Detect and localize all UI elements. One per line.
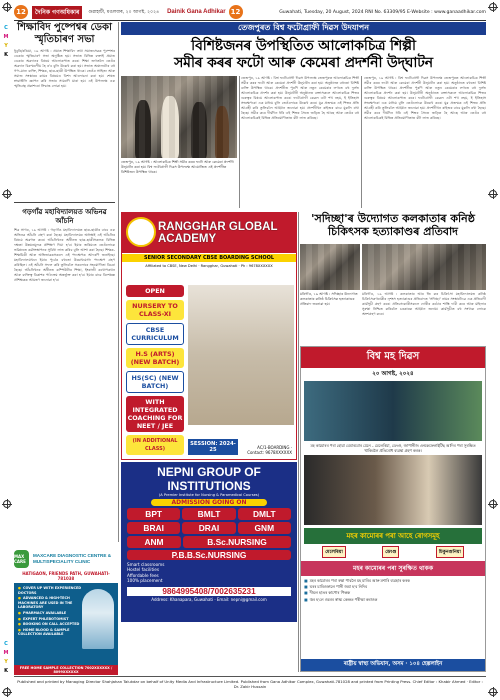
- course-brai: BRAI: [127, 522, 180, 534]
- nepni-course-grid: [127, 508, 291, 534]
- disease-dengue: ডেংগু: [382, 546, 399, 558]
- cmyk-k: K: [4, 52, 8, 58]
- column-rule: [239, 76, 240, 208]
- registration-mark-icon: [3, 190, 11, 198]
- divider: [14, 202, 115, 203]
- academy-banner: [122, 213, 296, 253]
- mosquito-ad-footer: ৰাষ্ট্ৰীয় স্বাস্থ্য অভিযান, অসম · ১০৪ হেল্পলাইন: [301, 659, 485, 671]
- world-mosquito-day-ad: [300, 346, 486, 672]
- lead-article-continuation: তেজপুৰ, ১৯ আগষ্ট : বিশ্ব ফটোগ্ৰাফী দিৱস উপলক্ষে তেজপুৰত আলোকচিত্ৰ শিল্পী সমীৰ কৰৰ ফটো আৰু কেমেৰা প্ৰদৰ্শনী উদ্‌ঘাটন কৰা হয়। অনুষ্ঠানত বহুতো বিশিষ্ট ব্যক্তি উপস্থিত থাকে। প্ৰদৰ্শনীত পুৰণি আৰু নতুন কেমেৰাৰ লগতে বহু দুৰ্লভ আলোকচিত্ৰ প্ৰদৰ্শন কৰা হয়। উদ্‌ঘাটনী অনুষ্ঠানত বক্তাসকলে আলোকচিত্ৰ শিল্পৰ গুৰুত্বৰ বিষয়ে আলোকপাত কৰে। ফটোগ্ৰাফী কেৱল এটা শখ নহয়, ই ইতিহাস সংৰক্ষণৰো এক মাধ্যম বুলি তেওঁলোকে উল্লেখ কৰে। যুৱ প্ৰজন্মক এই শিল্পৰ প্ৰতি আগ্ৰহী কৰি তুলিবলৈ আহ্বান জনোৱা হয়। প্ৰদৰ্শনীখন ৰাইজৰ বাবে মুকলি ৰখা হৈছে। সমীৰ কৰে দীৰ্ঘদিন ধৰি এই শিল্পৰ সৈতে জড়িত হৈ আছে আৰু তেওঁৰ বহু আলোকচিত্ৰই বিভিন্ন প্ৰতিযোগিতাত বঁটা লাভ কৰিছে।: [364, 76, 486, 120]
- course-pbbsc-nursing: P.B.B.Sc.NURSING: [127, 550, 291, 560]
- feature-item: Smart classrooms: [127, 562, 165, 567]
- lead-photo-caption: তেজপুৰ, ১৯ আগষ্ট : আলোকচিত্ৰ শিল্পী সমীৰ কৰৰ ফটো আৰু কেমেৰা প্ৰদৰ্শনী উদ্‌ঘাটন কৰা হয়। বিশ্ব ফটোগ্ৰাফী দিৱস উপলক্ষে আয়োজিত এই প্ৰদৰ্শনীত বিশিষ্টজন উপস্থিত থাকে।: [121, 160, 234, 174]
- lead-article-body: তেজপুৰ, ১৯ আগষ্ট : বিশ্ব ফটোগ্ৰাফী দিৱস উপলক্ষে তেজপুৰত আলোকচিত্ৰ শিল্পী সমীৰ কৰৰ ফটো আৰু কেমেৰা প্ৰদৰ্শনী উদ্‌ঘাটন কৰা হয়। অনুষ্ঠানত বহুতো বিশিষ্ট ব্যক্তি উপস্থিত থাকে। প্ৰদৰ্শনীত পুৰণি আৰু নতুন কেমেৰাৰ লগতে বহু দুৰ্লভ আলোকচিত্ৰ প্ৰদৰ্শন কৰা হয়। উদ্‌ঘাটনী অনুষ্ঠানত বক্তাসকলে আলোকচিত্ৰ শিল্পৰ গুৰুত্বৰ বিষয়ে আলোকপাত কৰে। ফটোগ্ৰাফী কেৱল এটা শখ নহয়, ই ইতিহাস সংৰক্ষণৰো এক মাধ্যম বুলি তেওঁলোকে উল্লেখ কৰে। যুৱ প্ৰজন্মক এই শিল্পৰ প্ৰতি আগ্ৰহী কৰি তুলিবলৈ আহ্বান জনোৱা হয়। প্ৰদৰ্শনীখন ৰাইজৰ বাবে মুকলি ৰখা হৈছে। সমীৰ কৰে দীৰ্ঘদিন ধৰি এই শিল্পৰ সৈতে জড়িত হৈ আছে আৰু তেওঁৰ বহু আলোকচিত্ৰই বিভিন্ন প্ৰতিযোগিতাত বঁটা লাভ কৰিছে।: [241, 76, 359, 120]
- nepni-course-row: [127, 536, 291, 548]
- lead-photo: [121, 76, 237, 158]
- mosquito-ad-title: বিশ্ব মহ দিৱস: [301, 347, 485, 368]
- cmyk-y: Y: [4, 659, 8, 665]
- academy-subtitle: SENIOR SECONDARY CBSE BOARDING SCHOOL: [122, 254, 296, 262]
- academy-contact: AC/1-BOARDING · Contact: 9678XXXXXX: [247, 445, 292, 455]
- person-figure: [215, 106, 229, 158]
- registration-mark-icon: [3, 3, 11, 11]
- person-figure: [135, 100, 151, 158]
- cmyk-strip-top: [2, 24, 10, 60]
- course-gnm: GNM: [238, 522, 291, 534]
- registration-mark-icon: [489, 3, 497, 11]
- mosquito-safety-banner: মহৰ কামোৰৰ পৰা সুৰক্ষিত থাকক: [301, 561, 485, 576]
- column-rule: [298, 212, 299, 672]
- mosquito-safety-list: [301, 578, 485, 603]
- maxcare-header: [14, 548, 118, 570]
- academy-name: RANGGHAR GLOBAL ACADEMY: [158, 221, 278, 245]
- feature-item: Hostel facilities: [127, 567, 160, 573]
- maxcare-feature: ● COVER UP WITH EXPERIENCED DOCTORS: [18, 586, 82, 595]
- nepni-subtitle: (A Premier Institute for Nursing & Paramedical Courses): [158, 493, 260, 497]
- column-rule: [361, 76, 362, 208]
- mosquito-image: [304, 381, 482, 441]
- offer-nursery: NURSERY TO CLASS-XI: [126, 300, 184, 320]
- course-drai: DRAI: [182, 522, 235, 534]
- protest-photo: [300, 244, 360, 290]
- feature-item: 100% placement: [127, 578, 163, 584]
- dateline: গুৱাহাটী, মঙলবাৰ, ২০ আগষ্ট, ২০২৪: [88, 10, 160, 15]
- maxcare-feature: ● ADVANCED & HIGH-TECH MACHINES ARE USED IN THE LABORATORY: [18, 596, 82, 610]
- academy-address: Affiliated to CBSE, New Delhi · Rangghar, Guwahati · Ph : 9678XXXXXX: [145, 264, 273, 268]
- mosquito-disease-list: [304, 546, 482, 558]
- mosquito-ad-date: ২০ আগষ্ট, ২০২৪: [372, 371, 414, 377]
- maxcare-address: HATIGAON, FRIENDS PATH, GUWAHATI-781038: [22, 571, 110, 581]
- maxcare-feature: ● EXPERT PHLEBOTOMIST: [18, 617, 82, 622]
- person-figure: [191, 102, 207, 158]
- registration-mark-icon: [3, 500, 11, 508]
- maxcare-features-panel: [14, 583, 118, 675]
- lead-kicker: তেজপুৰত বিশ্ব ফটোগ্ৰাফী দিৱস উদযাপন: [121, 22, 486, 35]
- second-headline: 'সদিচ্ছা'ৰ উদ্যোগত কলকাতাৰ কনিষ্ঠ চিকিৎসক হত্যাকাণ্ডৰ প্ৰতিবাদ: [311, 212, 475, 238]
- maxcare-feature-list: [18, 586, 82, 637]
- second-caption: মৰিগাঁও, ১৯ আগষ্ট : সদিচ্ছাৰ উদ্যোগত কলকাতাৰ কনিষ্ঠ চিকিৎসক হত্যাকাণ্ডৰ প্ৰতিবাদ জনোৱা হয়।: [300, 292, 358, 306]
- header-info: Guwahati, Tuesday, 20 August, 2024 RNI No. 63309/95 E-Website : www.ganaadhikar.com: [279, 9, 486, 15]
- protest-photo-2: [362, 244, 486, 290]
- page-number: 12: [14, 5, 28, 19]
- masthead-logo: দৈনিক গণঅধিকাৰ: [32, 6, 82, 19]
- lead-headline-line2: সমীৰ কৰৰ ফটো আৰু কেমেৰা প্ৰদৰ্শনী উদ্‌ঘাটন: [174, 55, 433, 71]
- maxcare-ad: [14, 548, 118, 672]
- safety-tip: ■ মহৰ কামোৰৰ পৰা ৰক্ষা পাবলৈ মহ মাৰিব আৰু মশাৰি ব্যৱহাৰ কৰক: [304, 578, 482, 584]
- second-article-body: মৰিগাঁও, ১৯ আগষ্ট : কলকাতাৰ আৰ জি কৰ চিকিৎসা মহাবিদ্যালয়ত কনিষ্ঠ চিকিৎসকগৰাকীৰ নৃশংস হত্যাকাণ্ডৰ প্ৰতিবাদত 'সদিচ্ছা' নামৰ সংস্থাটোৱে এক প্ৰতিবাদী কাৰ্যসূচী গ্ৰহণ কৰে। প্ৰতিবাদকাৰীসকলে দোষীৰ কঠোৰ শাস্তি দাবী কৰে আৰু মহিলাৰ সুৰক্ষা নিশ্চিত কৰিবলৈ চৰকাৰক আহ্বান জনায়। কাৰ্যসূচীত বহু সংখ্যক লোকে অংশগ্ৰহণ কৰে।: [362, 292, 486, 316]
- feature-item: Affordable fees: [127, 572, 159, 578]
- mosquito-closeup-image: [304, 455, 482, 525]
- rangghar-academy-ad: [121, 212, 297, 460]
- nepni-title: NEPNI GROUP OF INSTITUTIONS: [157, 465, 261, 493]
- offer-coaching: WITH INTEGRATED COACHING FOR NEET / JEE: [127, 398, 183, 430]
- disease-malaria: মেলেৰিয়া: [322, 546, 346, 558]
- course-bpt: BPT: [127, 508, 180, 520]
- page-number-circle: 12: [229, 5, 243, 19]
- second-story: [300, 212, 486, 238]
- academy-offer-list: [126, 285, 184, 458]
- disease-chikungunya: চিকুনগুনিয়া: [436, 546, 464, 558]
- maxcare-name: MAXCARE DIAGNOSTIC CENTRE & MULTISPECIALITY CLINIC: [32, 553, 112, 564]
- offer-arts: H.S (ARTS) (NEW BATCH): [126, 348, 184, 368]
- nepni-admission: ADMISSION GOING ON: [151, 499, 267, 506]
- maxcare-feature: ● PHARMACY AVAILABLE: [18, 611, 82, 616]
- offer-science: HS(SC) (NEW BATCH): [126, 371, 184, 393]
- nurse-illustration: [82, 589, 114, 649]
- cmyk-c: C: [4, 25, 8, 31]
- academy-logo-icon: [126, 217, 156, 247]
- maxcare-footer: FREE HOME SAMPLE COLLECTION 7002XXXXXX / 8099XXXXXX: [14, 665, 118, 675]
- cmyk-m: M: [3, 34, 9, 40]
- page-footer-imprint: Published and printed by Managing Director Shahjahan Talukdar on behalf of Unity Media And Infrastructure Limited. Published from Gana Adhikar Complex, Guwahati-781028 and printed from Printing Press. Chief Editor : Khabir Ahmed · Editor : Dr. Zakir Hussain: [14, 676, 486, 689]
- safety-tip: ■ দীঘল হাতৰ কাপোৰ পিন্ধক: [304, 590, 482, 596]
- course-anm: ANM: [127, 536, 181, 548]
- nepni-phone: 9864995408/7002635231: [127, 587, 291, 596]
- brand-name: Dainik Gana Adhikar: [167, 9, 226, 15]
- left-article-body-2: শিৱ সাগৰ, ১৯ আগষ্ট : গড়গাঁও মহাবিদ্যালয়ত ছাত্ৰ-ছাত্ৰীৰ বাবে এক অভিনৱ আঁচনি গ্ৰহণ কৰা হৈছে। মহাবিদ্যালয়ৰ অধ্যক্ষই এই আঁচনিৰ বিষয়ে অৱগত কৰে। আঁচনিখনৰ অধীনত ছাত্ৰ-ছাত্ৰীসকলক বিভিন্ন দক্ষতা উন্নয়নমূলক প্ৰশিক্ষণ দিয়া হ'ব। ইয়াৰ জৰিয়তে তেওঁলোকে ভৱিষ্যতে কৰ্মসংস্থাপনৰ সুবিধা লাভ কৰিব বুলি আশা কৰা হৈছে। শিক্ষক-শিক্ষয়িত্ৰী আৰু অভিভাৱকসকলে এই পদক্ষেপক আদৰণি জনাইছে। মহাবিদ্যালয়খনে ইয়াৰ পূৰ্বেও বহুতো উল্লেখযোগ্য পদক্ষেপ গ্ৰহণ কৰিছিল। এই আঁচনি সফল কৰি তুলিবলৈ সকলোৰে সহযোগিতা বিচৰা হৈছে। আঁচনিখনৰ অধীনত কম্পিউটাৰ শিক্ষা, ইংৰাজী কথোপকথন আৰু ব্যক্তিত্ব বিকাশৰ পাঠ্যক্ৰম অন্তৰ্ভুক্ত কৰা হ'ব। ইয়াৰ বাবে বিশেষজ্ঞ প্ৰশিক্ষকক আমন্ত্ৰণ জনোৱা হ'ব।: [14, 228, 115, 282]
- course-bmlt: BMLT: [182, 508, 235, 520]
- maxcare-feature: ● BOOKING ON CALL ACCEPTED: [18, 622, 82, 627]
- page-header: [14, 4, 486, 20]
- registration-mark-icon: [489, 688, 497, 696]
- registration-mark-icon: [489, 190, 497, 198]
- lead-story: [121, 22, 486, 72]
- maxcare-logo-icon: MAX CARE: [14, 550, 29, 568]
- nepni-address: Address: Khanapara, Guwahati · Email: nepni@gmail.com: [151, 596, 267, 602]
- maxcare-feature: ● HOME BLOOD & SAMPLE COLLECTION AVAILABLE: [18, 628, 82, 637]
- course-dmlt: DMLT: [238, 508, 291, 520]
- offer-additional: (IN ADDITIONAL CLASS): [126, 435, 184, 455]
- nepni-features: [127, 562, 207, 584]
- mosquito-ad-text: মহ কামোৰৰ পৰা হোৱা বেমাৰবোৰ যেনে – মেলেৰিয়া, ডেংগু, জাপানীজ এনকেফেলাইটিছ আদিৰ পৰা সুৰক্ষিত থাকিবলৈ প্ৰতিৰোধ ব্যৱস্থা গ্ৰহণ কৰক।: [310, 443, 476, 453]
- left-headline: শিক্ষাবিদ পুষ্পেশ্বৰ ডেকা স্মৃতিচাৰণ সভা: [17, 22, 112, 45]
- lead-headline-line1: বিশিষ্টজনৰ উপস্থিতিত আলোকচিত্ৰ শিল্পী: [191, 38, 416, 54]
- header-rule: [14, 20, 486, 21]
- registration-mark-icon: [489, 500, 497, 508]
- cmyk-y: Y: [4, 43, 8, 49]
- safety-tip: ■ জ্বৰ হ'লে ওচৰৰ স্বাস্থ্য কেন্দ্ৰত পৰীক্ষা কৰাওক: [304, 597, 482, 603]
- mosquito-diseases-banner: মহৰ কামোৰৰ পৰা আহে ৰোগসমূহ: [304, 528, 482, 544]
- cmyk-c: C: [4, 641, 8, 647]
- cmyk-m: M: [3, 650, 9, 656]
- column-rule: [118, 22, 119, 542]
- academy-session: SESSION: 2024-25: [188, 439, 238, 455]
- person-figure: [161, 96, 179, 158]
- cmyk-k: K: [4, 668, 8, 674]
- left-article-body: ধুবুৰি/ৰঙিয়া, ১৯ আগষ্ট : প্ৰয়াত শিক্ষাবিদ তথা সমাজসেৱক পুষ্পেশ্বৰ ডেকাৰ স্মৃতিচাৰণ সভা অনুষ্ঠিত হয়। সভাত বিভিন্ন বক্তাই প্ৰয়াত ডেকাৰ অৱদানৰ বিষয়ে আলোকপাত কৰে। শিক্ষা জগতলৈ তেওঁৰ অৱদান চিৰস্মৰণীয় হৈ ৰ'ব বুলি উল্লেখ কৰা হয়। সভাত অঞ্চলটোৰ বহু গণ্য-মান্য ব্যক্তি, শিক্ষক, ছাত্ৰ-ছাত্ৰী উপস্থিত থাকে। তেওঁৰ সাহিত্য আৰু সমাজ সংস্কাৰৰ কামৰ বিষয়েও বিশদ আলোচনা কৰা হয়। শেষত শ্ৰদ্ধাঞ্জলি জ্ঞাপন কৰি সভাৰ সামৰণি মাৰা হয়। এই উপলক্ষে এক স্মৃতিগ্ৰন্থ প্ৰকাশৰো সিদ্ধান্ত লোৱা হয়।: [14, 49, 115, 88]
- nepni-institutions-ad: [121, 462, 297, 622]
- safety-tip: ■ ঘৰৰ চাৰিওফালে পানী জমা হ'ব নিদিব: [304, 584, 482, 590]
- registration-mark-icon: [3, 688, 11, 696]
- academy-building-photo: [188, 285, 294, 425]
- offer-cbse: CBSE CURRICULUM: [126, 323, 184, 345]
- course-bsc-nursing: B.Sc.NURSING: [183, 536, 291, 548]
- left-headline-2: গড়গাঁৱ মহাবিদ্যালয়ত অভিনৱ আঁচনি: [22, 207, 107, 225]
- offer-open: OPEN: [126, 285, 184, 297]
- cmyk-strip-bottom: [2, 640, 10, 676]
